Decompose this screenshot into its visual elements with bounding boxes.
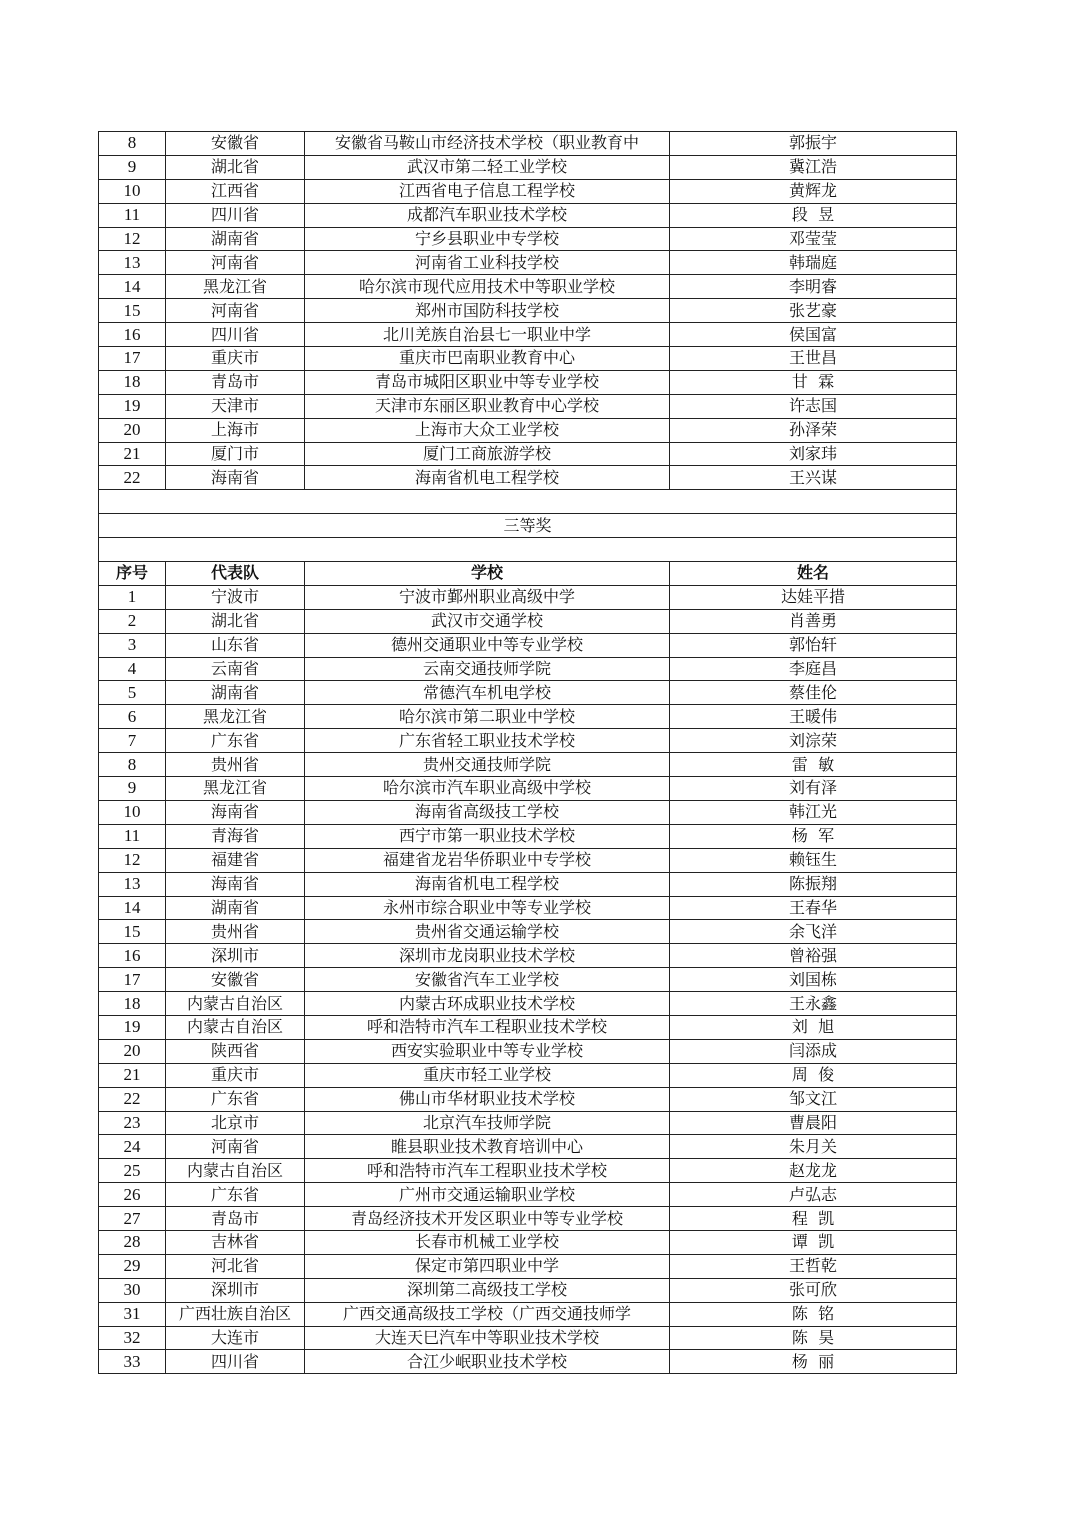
cell-number: 27 — [99, 1207, 166, 1231]
cell-team: 安徽省 — [166, 132, 305, 156]
cell-name: 卢弘志 — [670, 1183, 957, 1207]
header-school: 学校 — [305, 562, 670, 586]
cell-team: 天津市 — [166, 394, 305, 418]
cell-name: 杨 丽 — [670, 1350, 957, 1374]
header-team: 代表队 — [166, 562, 305, 586]
table-row — [99, 299, 957, 323]
cell-number: 22 — [99, 1087, 166, 1111]
table-row — [99, 992, 957, 1016]
cell-name: 赵龙龙 — [670, 1159, 957, 1183]
cell-name: 周 俊 — [670, 1063, 957, 1087]
cell-school: 天津市东丽区职业教育中心学校 — [305, 394, 670, 418]
cell-team: 广西壮族自治区 — [166, 1302, 305, 1326]
cell-name: 陈 铭 — [670, 1302, 957, 1326]
header-name: 姓名 — [670, 562, 957, 586]
cell-number: 16 — [99, 944, 166, 968]
cell-name: 雷 敏 — [670, 753, 957, 777]
cell-school: 长春市机械工业学校 — [305, 1230, 670, 1254]
table-row — [99, 1207, 957, 1231]
cell-number: 30 — [99, 1278, 166, 1302]
cell-team: 云南省 — [166, 657, 305, 681]
cell-school: 西宁市第一职业技术学校 — [305, 824, 670, 848]
table-row — [99, 394, 957, 418]
cell-team: 河北省 — [166, 1254, 305, 1278]
cell-name: 邓莹莹 — [670, 227, 957, 251]
table-row — [99, 442, 957, 466]
cell-number: 18 — [99, 370, 166, 394]
cell-number: 23 — [99, 1111, 166, 1135]
cell-team: 黑龙江省 — [166, 275, 305, 299]
table-row — [99, 1230, 957, 1254]
cell-school: 广东省轻工职业技术学校 — [305, 729, 670, 753]
cell-school: 河南省工业科技学校 — [305, 251, 670, 275]
cell-team: 广东省 — [166, 1183, 305, 1207]
cell-school: 海南省机电工程学校 — [305, 872, 670, 896]
header-row — [99, 562, 957, 586]
cell-name: 陈振翔 — [670, 872, 957, 896]
cell-school: 合江少岷职业技术学校 — [305, 1350, 670, 1374]
cell-school: 西安实验职业中等专业学校 — [305, 1039, 670, 1063]
cell-school: 呼和浩特市汽车工程职业技术学校 — [305, 1159, 670, 1183]
cell-team: 内蒙古自治区 — [166, 1015, 305, 1039]
cell-number: 24 — [99, 1135, 166, 1159]
cell-school: 宁波市鄞州职业高级中学 — [305, 585, 670, 609]
cell-name: 张艺豪 — [670, 299, 957, 323]
cell-name: 曾裕强 — [670, 944, 957, 968]
cell-team: 湖南省 — [166, 227, 305, 251]
cell-name: 韩江光 — [670, 800, 957, 824]
cell-team: 河南省 — [166, 299, 305, 323]
cell-school: 保定市第四职业中学 — [305, 1254, 670, 1278]
cell-name: 余飞洋 — [670, 920, 957, 944]
table-row — [99, 753, 957, 777]
table-row — [99, 824, 957, 848]
cell-number: 18 — [99, 992, 166, 1016]
cell-school: 海南省机电工程学校 — [305, 466, 670, 490]
cell-school: 北京汽车技师学院 — [305, 1111, 670, 1135]
table-row — [99, 681, 957, 705]
cell-school: 大连天巳汽车中等职业技术学校 — [305, 1326, 670, 1350]
cell-team: 上海市 — [166, 418, 305, 442]
table-row — [99, 657, 957, 681]
cell-school: 哈尔滨市汽车职业高级中学校 — [305, 777, 670, 801]
cell-number: 19 — [99, 394, 166, 418]
cell-number: 15 — [99, 920, 166, 944]
cell-name: 孙泽荣 — [670, 418, 957, 442]
cell-school: 福建省龙岩华侨职业中专学校 — [305, 848, 670, 872]
cell-number: 20 — [99, 418, 166, 442]
cell-school: 成都汽车职业技术学校 — [305, 203, 670, 227]
cell-number: 11 — [99, 824, 166, 848]
cell-school: 重庆市巴南职业教育中心 — [305, 347, 670, 371]
cell-school: 云南交通技师学院 — [305, 657, 670, 681]
table-row — [99, 1015, 957, 1039]
table-row — [99, 777, 957, 801]
cell-name: 闫添成 — [670, 1039, 957, 1063]
table-row — [99, 1302, 957, 1326]
cell-name: 王哲乾 — [670, 1254, 957, 1278]
table-row — [99, 1254, 957, 1278]
cell-school: 郑州市国防科技学校 — [305, 299, 670, 323]
cell-team: 北京市 — [166, 1111, 305, 1135]
cell-school: 安徽省汽车工业学校 — [305, 968, 670, 992]
table-row — [99, 275, 957, 299]
cell-team: 内蒙古自治区 — [166, 992, 305, 1016]
cell-number: 22 — [99, 466, 166, 490]
cell-team: 四川省 — [166, 323, 305, 347]
cell-name: 刘家玮 — [670, 442, 957, 466]
table-row — [99, 155, 957, 179]
cell-number: 33 — [99, 1350, 166, 1374]
cell-school: 厦门工商旅游学校 — [305, 442, 670, 466]
awards-table — [98, 131, 957, 1374]
cell-school: 江西省电子信息工程学校 — [305, 179, 670, 203]
blank-row-cell — [99, 538, 957, 562]
cell-number: 4 — [99, 657, 166, 681]
cell-number: 13 — [99, 872, 166, 896]
table-row — [99, 920, 957, 944]
cell-team: 内蒙古自治区 — [166, 1159, 305, 1183]
cell-school: 安徽省马鞍山市经济技术学校（职业教育中 — [305, 132, 670, 156]
cell-school: 佛山市华材职业技术学校 — [305, 1087, 670, 1111]
cell-name: 李明睿 — [670, 275, 957, 299]
cell-school: 青岛市城阳区职业中等专业学校 — [305, 370, 670, 394]
blank-row-cell — [99, 490, 957, 514]
cell-team: 福建省 — [166, 848, 305, 872]
cell-school: 北川羌族自治县七一职业中学 — [305, 323, 670, 347]
cell-name: 王永鑫 — [670, 992, 957, 1016]
cell-team: 深圳市 — [166, 944, 305, 968]
cell-team: 大连市 — [166, 1326, 305, 1350]
table-row — [99, 968, 957, 992]
cell-team: 黑龙江省 — [166, 705, 305, 729]
cell-name: 黄辉龙 — [670, 179, 957, 203]
cell-name: 蔡佳伦 — [670, 681, 957, 705]
table-row — [99, 203, 957, 227]
cell-name: 王春华 — [670, 896, 957, 920]
cell-number: 25 — [99, 1159, 166, 1183]
cell-name: 王世昌 — [670, 347, 957, 371]
cell-name: 邹文江 — [670, 1087, 957, 1111]
table-row — [99, 1135, 957, 1159]
cell-name: 郭怡轩 — [670, 633, 957, 657]
cell-team: 湖南省 — [166, 681, 305, 705]
table-row — [99, 323, 957, 347]
cell-number: 1 — [99, 585, 166, 609]
cell-number: 21 — [99, 442, 166, 466]
cell-number: 12 — [99, 227, 166, 251]
cell-name: 朱月关 — [670, 1135, 957, 1159]
cell-team: 深圳市 — [166, 1278, 305, 1302]
cell-number: 9 — [99, 777, 166, 801]
cell-school: 睢县职业技术教育培训中心 — [305, 1135, 670, 1159]
cell-school: 广州市交通运输职业学校 — [305, 1183, 670, 1207]
cell-school: 青岛经济技术开发区职业中等专业学校 — [305, 1207, 670, 1231]
cell-number: 20 — [99, 1039, 166, 1063]
cell-name: 赖钰生 — [670, 848, 957, 872]
cell-team: 安徽省 — [166, 968, 305, 992]
cell-school: 内蒙古环成职业技术学校 — [305, 992, 670, 1016]
cell-school: 深圳第二高级技工学校 — [305, 1278, 670, 1302]
cell-school: 武汉市第二轻工业学校 — [305, 155, 670, 179]
cell-school: 永州市综合职业中等专业学校 — [305, 896, 670, 920]
blank-row — [99, 538, 957, 562]
cell-number: 14 — [99, 275, 166, 299]
table-row — [99, 872, 957, 896]
cell-team: 吉林省 — [166, 1230, 305, 1254]
table-row — [99, 1183, 957, 1207]
cell-number: 7 — [99, 729, 166, 753]
cell-team: 贵州省 — [166, 920, 305, 944]
cell-name: 李庭昌 — [670, 657, 957, 681]
cell-school: 德州交通职业中等专业学校 — [305, 633, 670, 657]
cell-school: 哈尔滨市现代应用技术中等职业学校 — [305, 275, 670, 299]
cell-number: 28 — [99, 1230, 166, 1254]
cell-team: 广东省 — [166, 1087, 305, 1111]
cell-number: 11 — [99, 203, 166, 227]
table-row — [99, 466, 957, 490]
section-title-row — [99, 514, 957, 538]
cell-number: 10 — [99, 179, 166, 203]
table-row — [99, 347, 957, 371]
table-row — [99, 1159, 957, 1183]
table-row — [99, 179, 957, 203]
cell-name: 刘 旭 — [670, 1015, 957, 1039]
cell-number: 12 — [99, 848, 166, 872]
cell-number: 13 — [99, 251, 166, 275]
cell-school: 呼和浩特市汽车工程职业技术学校 — [305, 1015, 670, 1039]
cell-name: 王暖伟 — [670, 705, 957, 729]
cell-team: 青海省 — [166, 824, 305, 848]
cell-name: 韩瑞庭 — [670, 251, 957, 275]
table-row — [99, 705, 957, 729]
cell-team: 湖南省 — [166, 896, 305, 920]
cell-team: 陕西省 — [166, 1039, 305, 1063]
cell-number: 6 — [99, 705, 166, 729]
cell-team: 山东省 — [166, 633, 305, 657]
cell-name: 王兴谋 — [670, 466, 957, 490]
cell-team: 四川省 — [166, 203, 305, 227]
cell-school: 上海市大众工业学校 — [305, 418, 670, 442]
cell-team: 青岛市 — [166, 1207, 305, 1231]
cell-number: 16 — [99, 323, 166, 347]
table-row — [99, 1350, 957, 1374]
cell-team: 海南省 — [166, 466, 305, 490]
cell-name: 肖善勇 — [670, 609, 957, 633]
cell-team: 湖北省 — [166, 609, 305, 633]
table-row — [99, 251, 957, 275]
table-row — [99, 370, 957, 394]
cell-name: 杨 军 — [670, 824, 957, 848]
cell-number: 10 — [99, 800, 166, 824]
cell-school: 贵州交通技师学院 — [305, 753, 670, 777]
table-row — [99, 1039, 957, 1063]
cell-name: 甘 霖 — [670, 370, 957, 394]
cell-school: 武汉市交通学校 — [305, 609, 670, 633]
table-row — [99, 800, 957, 824]
cell-number: 26 — [99, 1183, 166, 1207]
cell-name: 谭 凯 — [670, 1230, 957, 1254]
cell-number: 21 — [99, 1063, 166, 1087]
table-row — [99, 227, 957, 251]
cell-name: 郭振宇 — [670, 132, 957, 156]
cell-number: 29 — [99, 1254, 166, 1278]
cell-number: 9 — [99, 155, 166, 179]
blank-row — [99, 490, 957, 514]
cell-name: 刘有泽 — [670, 777, 957, 801]
cell-school: 贵州省交通运输学校 — [305, 920, 670, 944]
cell-name: 曹晨阳 — [670, 1111, 957, 1135]
cell-school: 海南省高级技工学校 — [305, 800, 670, 824]
cell-team: 重庆市 — [166, 347, 305, 371]
cell-name: 许志国 — [670, 394, 957, 418]
cell-school: 深圳市龙岗职业技术学校 — [305, 944, 670, 968]
cell-number: 3 — [99, 633, 166, 657]
table-row — [99, 729, 957, 753]
cell-number: 19 — [99, 1015, 166, 1039]
header-number: 序号 — [99, 562, 166, 586]
table-row — [99, 944, 957, 968]
table-row — [99, 848, 957, 872]
cell-school: 常德汽车机电学校 — [305, 681, 670, 705]
cell-school: 重庆市轻工业学校 — [305, 1063, 670, 1087]
cell-team: 海南省 — [166, 800, 305, 824]
cell-number: 5 — [99, 681, 166, 705]
cell-team: 广东省 — [166, 729, 305, 753]
cell-name: 刘国栋 — [670, 968, 957, 992]
cell-number: 2 — [99, 609, 166, 633]
cell-name: 段 昱 — [670, 203, 957, 227]
third-prize-title: 三等奖 — [99, 514, 957, 538]
cell-name: 刘淙荣 — [670, 729, 957, 753]
table-row — [99, 896, 957, 920]
cell-name: 陈 昊 — [670, 1326, 957, 1350]
table-row — [99, 609, 957, 633]
cell-team: 江西省 — [166, 179, 305, 203]
table-row — [99, 1087, 957, 1111]
cell-school: 宁乡县职业中专学校 — [305, 227, 670, 251]
cell-number: 17 — [99, 347, 166, 371]
cell-number: 8 — [99, 753, 166, 777]
cell-team: 四川省 — [166, 1350, 305, 1374]
table-row — [99, 633, 957, 657]
cell-team: 重庆市 — [166, 1063, 305, 1087]
table-row — [99, 418, 957, 442]
cell-team: 海南省 — [166, 872, 305, 896]
cell-team: 贵州省 — [166, 753, 305, 777]
cell-team: 宁波市 — [166, 585, 305, 609]
cell-team: 湖北省 — [166, 155, 305, 179]
cell-number: 8 — [99, 132, 166, 156]
cell-school: 广西交通高级技工学校（广西交通技师学 — [305, 1302, 670, 1326]
cell-name: 侯国富 — [670, 323, 957, 347]
cell-team: 黑龙江省 — [166, 777, 305, 801]
table-row — [99, 1278, 957, 1302]
cell-team: 青岛市 — [166, 370, 305, 394]
table-row — [99, 585, 957, 609]
table-row — [99, 132, 957, 156]
table-row — [99, 1326, 957, 1350]
cell-name: 达娃平措 — [670, 585, 957, 609]
cell-team: 厦门市 — [166, 442, 305, 466]
cell-name: 冀江浩 — [670, 155, 957, 179]
cell-number: 15 — [99, 299, 166, 323]
cell-name: 程 凯 — [670, 1207, 957, 1231]
cell-school: 哈尔滨市第二职业中学校 — [305, 705, 670, 729]
table-row — [99, 1063, 957, 1087]
cell-number: 14 — [99, 896, 166, 920]
cell-team: 河南省 — [166, 1135, 305, 1159]
cell-number: 31 — [99, 1302, 166, 1326]
cell-number: 32 — [99, 1326, 166, 1350]
table-row — [99, 1111, 957, 1135]
cell-team: 河南省 — [166, 251, 305, 275]
cell-name: 张可欣 — [670, 1278, 957, 1302]
cell-number: 17 — [99, 968, 166, 992]
